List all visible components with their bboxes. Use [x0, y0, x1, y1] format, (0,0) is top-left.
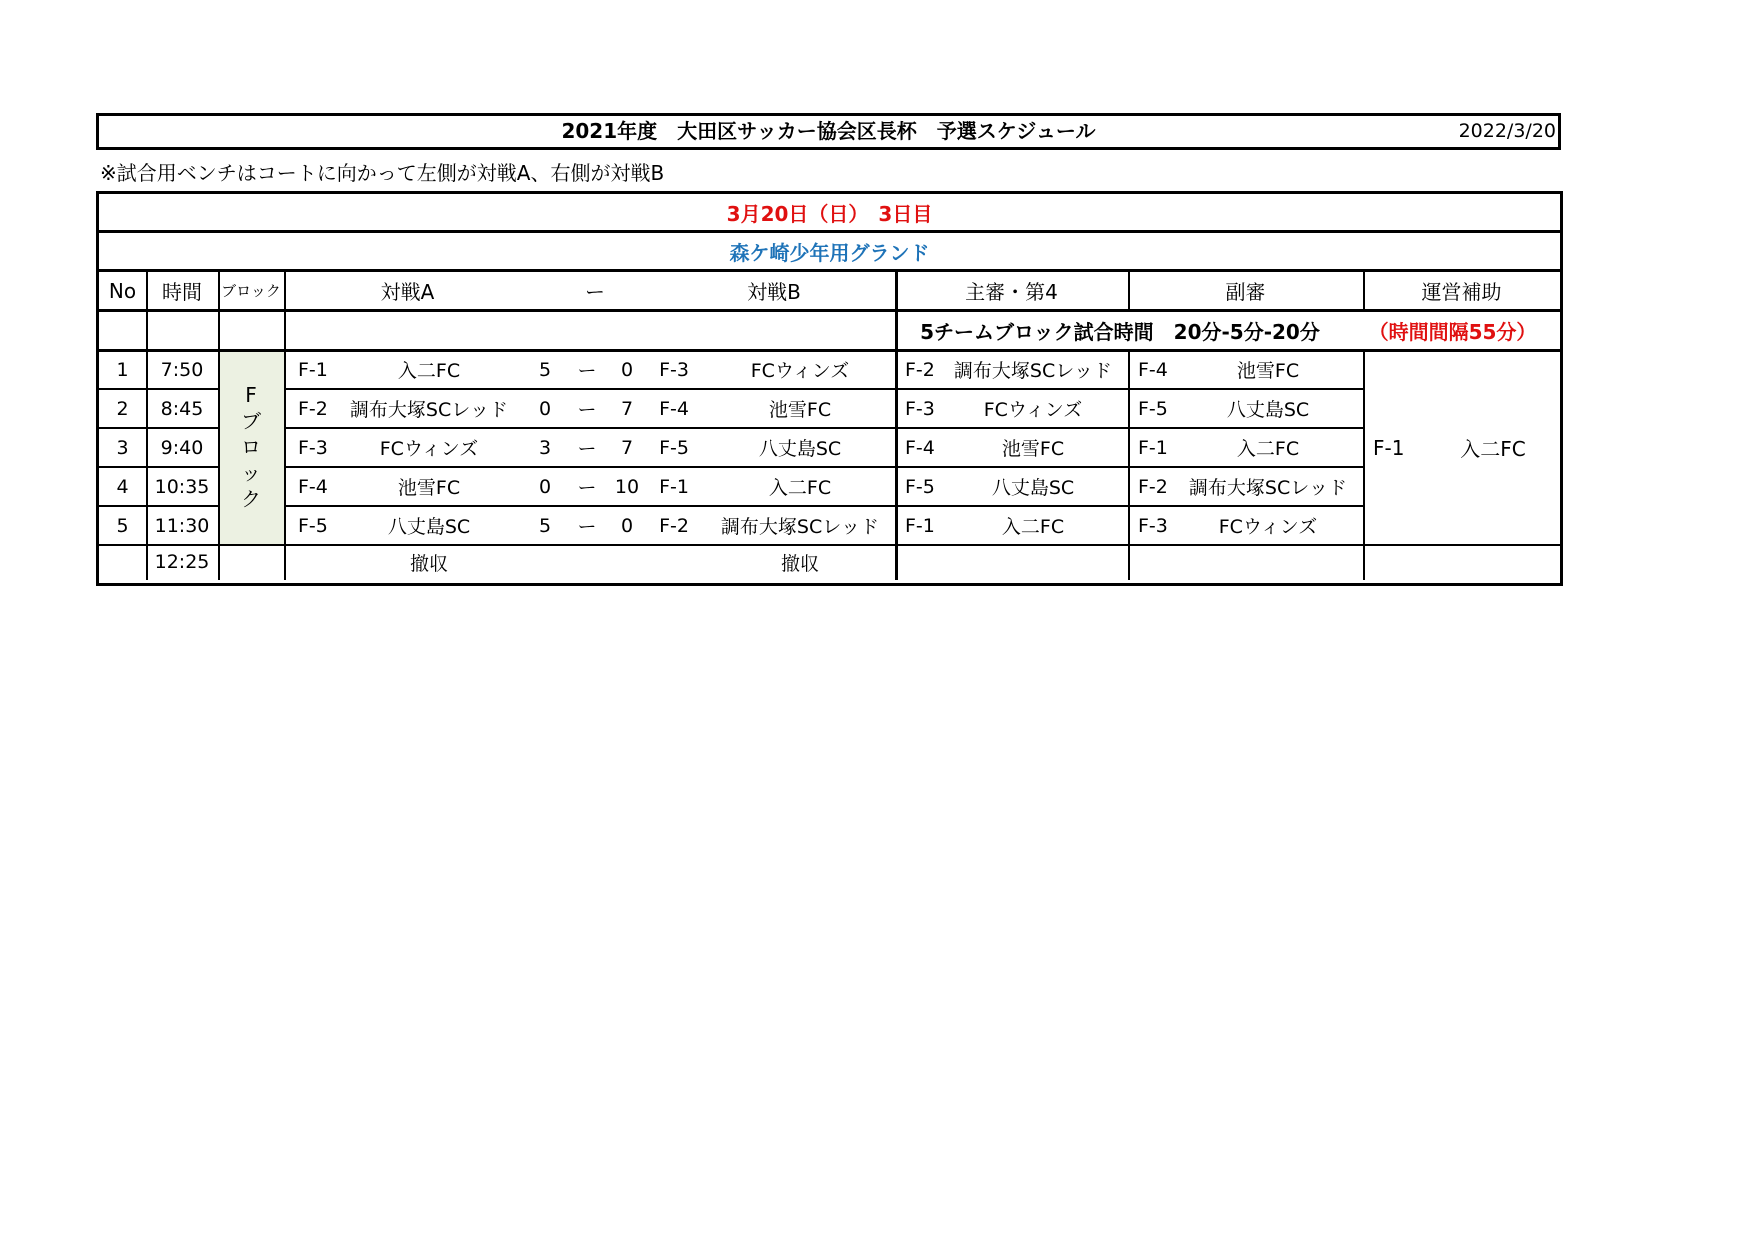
withdraw-b: 撤収 — [780, 552, 819, 575]
referee-team: FCウィンズ — [983, 399, 1083, 421]
team-a-code: F-5 — [298, 514, 328, 537]
match-time: 8:45 — [160, 397, 204, 420]
assistant-team: 池雪FC — [1236, 360, 1300, 382]
team-b-score: 0 — [620, 358, 634, 381]
team-b-score: 7 — [620, 436, 634, 459]
header-time: 時間 — [162, 280, 202, 304]
team-b-name: 調布大塚SCレッド — [720, 516, 880, 538]
assistant-code: F-1 — [1138, 436, 1168, 459]
team-a-name: 八丈島SC — [387, 516, 471, 538]
assistant-team: FCウィンズ — [1218, 516, 1318, 538]
grid-line — [1128, 269, 1130, 309]
block-char: ロ — [241, 434, 261, 459]
grid-line — [1363, 544, 1560, 546]
team-a-code: F-1 — [298, 358, 328, 381]
score-dash: ー — [577, 438, 597, 460]
bench-note: ※試合用ベンチはコートに向かって左側が対戦A、右側が対戦B — [100, 161, 665, 185]
team-b-name: 八丈島SC — [758, 438, 842, 460]
grid-line — [284, 269, 286, 580]
team-b-code: F-2 — [659, 514, 689, 537]
header-referee: 主審・第4 — [965, 280, 1058, 304]
team-a-code: F-4 — [298, 475, 328, 498]
venue-name: 森ケ崎少年用グランド — [729, 240, 930, 265]
block-label — [218, 349, 284, 544]
team-b-code: F-3 — [659, 358, 689, 381]
score-dash: ー — [577, 477, 597, 499]
title-box — [96, 113, 1561, 150]
match-no: 1 — [116, 358, 129, 381]
assistant-code: F-3 — [1138, 514, 1168, 537]
match-no: 5 — [116, 514, 129, 537]
team-a-name: 調布大塚SCレッド — [349, 399, 509, 421]
team-b-score: 7 — [620, 397, 634, 420]
block-char: ッ — [241, 460, 261, 485]
referee-code: F-1 — [905, 514, 935, 537]
team-a-name: 入二FC — [397, 360, 461, 382]
match-no: 2 — [116, 397, 129, 420]
assistant-team: 入二FC — [1236, 438, 1300, 460]
header-block: ブロック — [221, 282, 281, 300]
team-a-score: 5 — [538, 358, 552, 381]
withdraw-a: 撤収 — [409, 552, 448, 575]
schedule-date: 2022/3/20 — [1458, 120, 1556, 142]
team-a-score: 0 — [538, 475, 552, 498]
day-label: 3月20日（日） 3日目 — [726, 201, 933, 226]
header-team-b: 対戦B — [747, 280, 801, 304]
team-a-name: FCウィンズ — [379, 438, 479, 460]
referee-code: F-3 — [905, 397, 935, 420]
header-support: 運営補助 — [1421, 280, 1502, 304]
grid-line — [1363, 269, 1365, 309]
grid-line — [146, 269, 148, 580]
team-b-name: 入二FC — [768, 477, 832, 499]
block-char: F — [245, 382, 257, 407]
grid-line — [895, 269, 898, 580]
match-time: 11:30 — [154, 514, 210, 537]
block-char: ク — [241, 486, 261, 511]
team-a-name: 池雪FC — [397, 477, 461, 499]
referee-code: F-5 — [905, 475, 935, 498]
assistant-team: 調布大塚SCレッド — [1188, 477, 1348, 499]
schedule-table — [96, 191, 1563, 586]
block-char: ブ — [241, 408, 261, 433]
match-time: 7:50 — [160, 358, 204, 381]
score-dash: ー — [577, 516, 597, 538]
assistant-code: F-4 — [1138, 358, 1168, 381]
match-time: 10:35 — [154, 475, 210, 498]
team-a-score: 0 — [538, 397, 552, 420]
match-no: 4 — [116, 475, 129, 498]
referee-team: 八丈島SC — [991, 477, 1075, 499]
referee-code: F-4 — [905, 436, 935, 459]
header-dash: ー — [585, 280, 605, 304]
match-time: 9:40 — [160, 436, 204, 459]
support-code: F-1 — [1373, 435, 1405, 460]
referee-code: F-2 — [905, 358, 935, 381]
grid-line — [218, 269, 220, 580]
assistant-code: F-2 — [1138, 475, 1168, 498]
match-time-info: 5チームブロック試合時間 20分-5分-20分 — [920, 320, 1320, 344]
match-no: 3 — [116, 436, 129, 459]
team-b-code: F-5 — [659, 436, 689, 459]
score-dash: ー — [577, 360, 597, 382]
team-a-code: F-3 — [298, 436, 328, 459]
header-no: No — [108, 278, 137, 303]
team-b-code: F-4 — [659, 397, 689, 420]
interval-info: （時間間隔55分） — [1368, 320, 1537, 344]
score-dash: ー — [577, 399, 597, 421]
team-b-name: 池雪FC — [768, 399, 832, 421]
team-b-score: 0 — [620, 514, 634, 537]
team-a-score: 5 — [538, 514, 552, 537]
team-a-code: F-2 — [298, 397, 328, 420]
assistant-code: F-5 — [1138, 397, 1168, 420]
grid-line — [1128, 349, 1130, 580]
referee-team: 池雪FC — [1001, 438, 1065, 460]
header-team-a: 対戦A — [380, 280, 435, 304]
team-b-name: FCウィンズ — [750, 360, 850, 382]
header-assistant: 副審 — [1225, 280, 1266, 304]
support-team: 入二FC — [1460, 437, 1526, 461]
assistant-team: 八丈島SC — [1226, 399, 1310, 421]
team-b-score: 10 — [614, 475, 640, 498]
team-b-code: F-1 — [659, 475, 689, 498]
page-title: 2021年度 大田区サッカー協会区長杯 予選スケジュール — [561, 119, 1096, 143]
referee-team: 調布大塚SCレッド — [953, 360, 1113, 382]
final-time: 12:25 — [154, 551, 210, 573]
referee-team: 入二FC — [1001, 516, 1065, 538]
team-a-score: 3 — [538, 436, 552, 459]
